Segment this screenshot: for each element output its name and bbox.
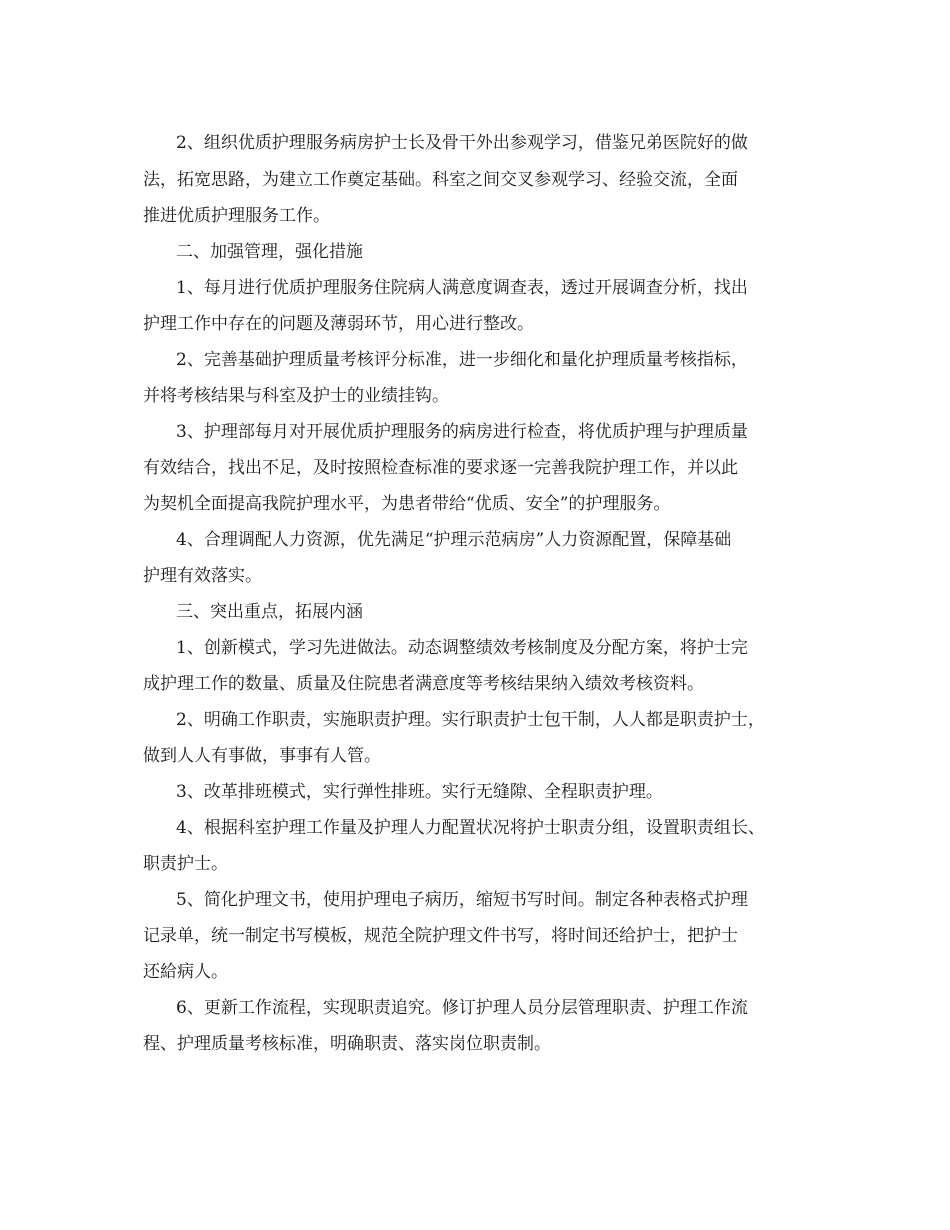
paragraph-line: 程、护理质量考核标准，明确职责、落实岗位职责制。 xyxy=(143,1034,551,1054)
paragraph-line: 5、简化护理文书，使用护理电子病历，缩短书写时间。制定各种表格式护理 xyxy=(176,890,748,910)
paragraph-line: 护理工作中存在的问题及薄弱环节，用心进行整改。 xyxy=(143,314,534,334)
paragraph-line: 有效结合，找出不足，及时按照检查标准的要求逐一完善我院护理工作，并以此 xyxy=(143,458,738,478)
paragraph-line: 成护理工作的数量、质量及住院患者满意度等考核结果纳入绩效考核资料。 xyxy=(143,674,704,694)
paragraph-line: 推进优质护理服务工作。 xyxy=(143,206,330,226)
paragraph-line: 还給病人。 xyxy=(143,962,228,982)
paragraph-line: 2、组织优质护理服务病房护士长及骨干外出参观学习，借鉴兄弟医院好的做 xyxy=(176,133,748,153)
paragraph-line: 3、改革排班模式，实行弹性排班。实行无缝隙、全程职责护理。 xyxy=(176,782,663,802)
paragraph-line: 3、护理部每月对开展优质护理服务的病房进行检查，将优质护理与护理质量 xyxy=(176,422,748,442)
paragraph-line: 为契机全面提高我院护理水平，为患者带给“优质、安全”的护理服务。 xyxy=(143,494,671,514)
paragraph-line: 护理有效落实。 xyxy=(143,566,262,586)
section-heading: 三、突出重点，拓展内涵 xyxy=(176,602,363,622)
paragraph-line: 4、合理调配人力资源，优先满足“护理示范病房”人力资源配置，保障基础 xyxy=(176,530,732,550)
paragraph-line: 做到人人有事做，事事有人管。 xyxy=(143,746,381,766)
paragraph-line: 并将考核结果与科室及护士的业绩挂钩。 xyxy=(143,386,449,406)
paragraph-line: 1、每月进行优质护理服务住院病人满意度调查表，透过开展调查分析，找出 xyxy=(176,278,748,298)
paragraph-line: 2、明确工作职责，实施职责护理。实行职责护士包干制，人人都是职责护士， xyxy=(176,710,765,730)
paragraph-line: 2、完善基础护理质量考核评分标准，进一步细化和量化护理质量考核指标， xyxy=(176,350,748,370)
paragraph-line: 4、根据科室护理工作量及护理人力配置状况将护士职责分组，设置职责组长、 xyxy=(176,818,765,838)
section-heading: 二、加强管理，强化措施 xyxy=(176,242,363,262)
paragraph-line: 记录单，统一制定书写模板，规范全院护理文件书写，将时间还给护士，把护士 xyxy=(143,926,738,946)
paragraph-line: 6、更新工作流程，实现职责追究。修订护理人员分层管理职责、护理工作流 xyxy=(176,998,748,1018)
paragraph-line: 1、创新模式，学习先进做法。动态调整绩效考核制度及分配方案，将护士完 xyxy=(176,638,748,658)
paragraph-line: 职责护士。 xyxy=(143,854,228,874)
paragraph-line: 法，拓宽思路，为建立工作奠定基础。科室之间交叉参观学习、经验交流，全面 xyxy=(143,170,738,190)
